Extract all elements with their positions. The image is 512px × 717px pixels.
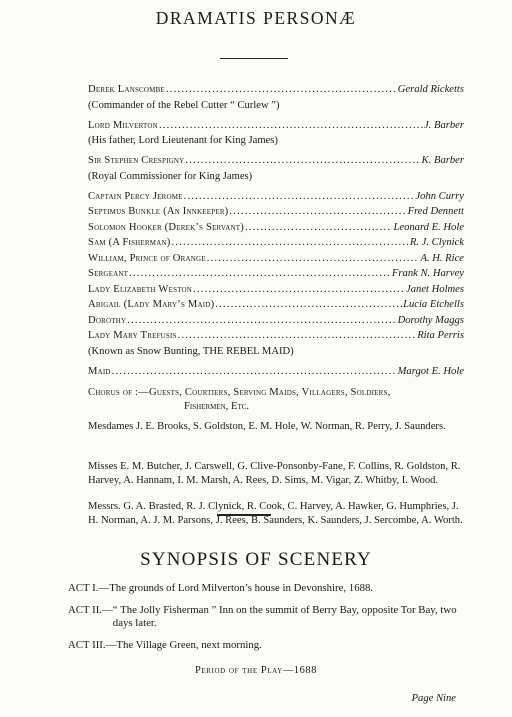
- cast-actor: K. Barber: [421, 155, 464, 166]
- dot-leader: [207, 253, 420, 264]
- dot-leader: [245, 222, 393, 233]
- dot-leader: [171, 237, 408, 248]
- section-divider: [217, 514, 271, 516]
- cast-role: Sam (A Fisherman): [88, 237, 171, 248]
- cast-row: [88, 253, 464, 269]
- cast-row: [88, 237, 464, 253]
- cast-role: Lord Milverton: [88, 119, 158, 131]
- cast-row: [88, 299, 464, 315]
- chorus-line: Fishermen, Etc.: [184, 400, 250, 412]
- act-entry: [68, 582, 468, 596]
- cast-actor: Janet Holmes: [406, 283, 464, 295]
- cast-row: [88, 84, 464, 100]
- cast-row: [88, 222, 464, 238]
- cast-actor: Dorothy Maggs: [397, 314, 464, 326]
- cast-role-note: (His father, Lord Lieutenant for King James): [88, 135, 278, 146]
- cast-role: Sir Stephen Crespigny: [88, 155, 185, 166]
- cast-role: Lady Elizabeth Weston: [88, 283, 193, 295]
- cast-role: William, Prince of Orange: [88, 252, 206, 264]
- cast-role: Lady Mary Trefusis: [88, 330, 177, 341]
- cast-role: Abigail (Lady Mary’s Maid): [88, 299, 215, 310]
- cast-role-note: (Known as Snow Bunting, THE REBEL MAID): [88, 345, 294, 357]
- cast-row: [88, 120, 464, 136]
- cast-role: Captain Percy Jerome: [88, 190, 183, 202]
- misses-list: Misses E. M. Butcher, J. Carswell, G. Clive-Ponsonby-Fane, F. Collins, R. Goldston, R. Harvey, A. Hannam, I. M. Marsh, A. Rees, D. Sims, M. Vigar, Z. Whitby, I. Wood.: [88, 461, 461, 486]
- cast-role: Dorothy: [88, 314, 127, 326]
- act-label: ACT I.—: [68, 582, 110, 594]
- cast-actor: Margot E. Hole: [397, 365, 464, 377]
- cast-actor: Gerald Ricketts: [397, 84, 464, 95]
- scenery-list: [68, 582, 468, 660]
- act-entry: [68, 604, 468, 631]
- cast-actor: J. Barber: [423, 119, 464, 131]
- cast-list: [88, 84, 464, 381]
- act-description: “ The Jolly Fisherman ” Inn on the summit of Berry Bay, opposite Tor Bay, two days later.: [112, 603, 457, 629]
- dot-leader: [185, 155, 420, 166]
- dramatis-personae-title: DRAMATIS PERSONÆ: [155, 8, 357, 28]
- dot-leader: [129, 268, 391, 279]
- dot-leader: [184, 191, 415, 202]
- cast-actor: A. H. Rice: [420, 252, 464, 264]
- mesdames-list: Mesdames J. E. Brooks, S. Goldston, E. M. Hole, W. Norman, R. Perry, J. Saunders.: [88, 421, 446, 432]
- dot-leader: [193, 284, 405, 295]
- dot-leader: [127, 315, 396, 326]
- cast-role: Solomon Hooker (Derek’s Servant): [88, 221, 244, 233]
- cast-role: Derek Lanscombe: [88, 84, 165, 95]
- cast-row: [88, 366, 464, 382]
- act-label: ACT II.—: [68, 603, 113, 616]
- page-number: Page Nine: [411, 693, 456, 704]
- cast-actor: Lucia Etchells: [403, 299, 464, 310]
- cast-actor: Frank N. Harvey: [391, 268, 464, 279]
- act-entry: [68, 639, 468, 653]
- cast-row: [88, 191, 464, 207]
- act-label: ACT III.—: [68, 638, 117, 651]
- cast-row: [88, 330, 464, 346]
- cast-role-note: (Commander of the Rebel Cutter “ Curlew ”): [88, 99, 280, 111]
- cast-actor: Leonard E. Hole: [393, 221, 464, 233]
- cast-row: [88, 268, 464, 284]
- messrs-list: Messrs. G. A. Brasted, R. J. Clynick, R. Cook, C. Harvey, A. Hawker, G. Humphries, J. H. Norman, A. J. M. Parsons, J. Rees, B. Saunders, K. Saunders, J. Sercombe, A. Worth.: [88, 501, 463, 526]
- cast-row: [88, 315, 464, 331]
- cast-role: Septimus Bunkle (An Innkeeper): [88, 206, 229, 217]
- dot-leader: [159, 120, 423, 131]
- act-description: The grounds of Lord Milverton’s house in Devonshire, 1688.: [109, 582, 374, 594]
- cast-role-note: (Royal Commissioner for King James): [88, 170, 253, 182]
- dot-leader: [178, 330, 417, 341]
- cast-role: Sergeant: [88, 268, 129, 279]
- dot-leader: [215, 299, 402, 310]
- cast-row: [88, 284, 464, 300]
- dot-leader: [229, 206, 406, 217]
- synopsis-title: SYNOPSIS OF SCENERY: [140, 549, 372, 570]
- period-of-play: Period of the Play—1688: [194, 665, 317, 676]
- title-divider: [220, 58, 288, 59]
- cast-actor: R. J. Clynick: [409, 237, 464, 248]
- dot-leader: [166, 84, 397, 95]
- cast-actor: John Curry: [415, 190, 464, 202]
- act-description: The Village Green, next morning.: [116, 638, 262, 651]
- chorus-line: Chorus of :—Guests, Courtiers, Serving Maids, Villagers, Soldiers,: [88, 387, 391, 398]
- cast-actor: Fred Dennett: [407, 206, 464, 217]
- cast-role: Maid: [88, 365, 111, 377]
- cast-row: [88, 206, 464, 222]
- chorus-credit: [88, 386, 464, 413]
- dot-leader: [112, 366, 397, 377]
- cast-actor: Rita Perris: [417, 330, 464, 341]
- cast-row: [88, 155, 464, 171]
